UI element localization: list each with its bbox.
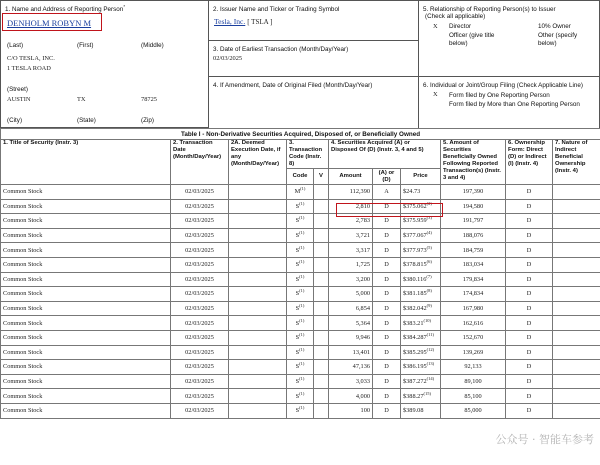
price-footnote[interactable]: (4) <box>426 229 432 235</box>
code-footnote[interactable]: (1) <box>299 375 305 381</box>
cell-price: $385.295$^{(12)}$ <box>401 345 441 360</box>
cell-form: D <box>506 287 553 302</box>
cell-date: 02/03/2025 <box>171 257 229 272</box>
box3-earliest-date <box>208 40 419 77</box>
cell-nature <box>553 185 600 200</box>
price-footnote[interactable]: (8) <box>426 288 432 294</box>
cell-v <box>314 316 329 331</box>
cell-owned: 92,133 <box>441 360 506 375</box>
cell-amount: 4,000 <box>329 389 373 404</box>
cell-form: D <box>506 345 553 360</box>
address-line-1: C/O TESLA, INC. <box>7 55 55 62</box>
cell-deemed <box>229 272 287 287</box>
table-row <box>1 316 600 331</box>
code-footnote[interactable]: (1) <box>299 215 305 221</box>
box6-filing <box>418 76 600 129</box>
subhdr-a-or-d: (A) or (D) <box>373 169 401 185</box>
ticker: [ TSLA ] <box>247 18 273 26</box>
cell-amount: 100 <box>329 403 373 418</box>
cell-v <box>314 301 329 316</box>
cell-a-or-d: D <box>373 360 401 375</box>
code-footnote[interactable]: (1) <box>299 302 305 308</box>
subhdr-price: Price <box>401 169 441 185</box>
cell-owned: 184,759 <box>441 243 506 258</box>
cell-title: Common Stock <box>1 301 171 316</box>
cell-amount: 2,783 <box>329 214 373 229</box>
cell-deemed <box>229 360 287 375</box>
price-footnote[interactable]: (5) <box>426 244 432 250</box>
cell-title: Common Stock <box>1 214 171 229</box>
price-footnote[interactable]: (9) <box>426 302 432 308</box>
cell-deemed <box>229 330 287 345</box>
cell-owned: 188,076 <box>441 228 506 243</box>
cell-amount: 5,364 <box>329 316 373 331</box>
cell-nature <box>553 214 600 229</box>
cell-price: $382.042$^{(9)}$ <box>401 301 441 316</box>
cell-date: 02/03/2025 <box>171 199 229 214</box>
officer-label: Officer (give title below) <box>449 32 495 47</box>
cell-v <box>314 360 329 375</box>
cell-owned: 139,269 <box>441 345 506 360</box>
cell-code: $S^{(1)}$ <box>287 272 314 287</box>
cell-v <box>314 214 329 229</box>
cell-date: 02/03/2025 <box>171 301 229 316</box>
box2-issuer <box>208 0 419 41</box>
cell-price: $375.959$^{(3)}$ <box>401 214 441 229</box>
code-footnote[interactable]: (1) <box>299 317 305 323</box>
subhdr-v: V <box>314 169 329 185</box>
cell-amount: 13,401 <box>329 345 373 360</box>
one-person-check: X <box>433 91 438 98</box>
cell-date: 02/03/2025 <box>171 330 229 345</box>
cell-owned: 152,670 <box>441 330 506 345</box>
cell-code: $S^{(1)}$ <box>287 243 314 258</box>
table-row <box>1 272 600 287</box>
cell-form: D <box>506 214 553 229</box>
cell-v <box>314 185 329 200</box>
hdr-transaction-code: 3. Transaction Code (Instr. 8) <box>287 140 329 169</box>
name-highlight <box>2 13 102 31</box>
cell-amount: 3,200 <box>329 272 373 287</box>
city-value: AUSTIN <box>7 96 31 103</box>
cell-date: 02/03/2025 <box>171 287 229 302</box>
box5-relationship <box>418 0 600 77</box>
hdr-ownership-form: 6. Ownership Form: Direct (D) or Indirect (I) (Instr. 4) <box>506 140 553 185</box>
code-footnote[interactable]: (1) <box>299 332 305 338</box>
cell-deemed <box>229 345 287 360</box>
cell-code: $S^{(1)}$ <box>287 214 314 229</box>
cell-form: D <box>506 301 553 316</box>
box5-label: 5. Relationship of Reporting Person(s) to Issuer <box>423 6 556 13</box>
table-row <box>1 199 600 214</box>
cell-owned: 179,834 <box>441 272 506 287</box>
box1-label: 1. Name and Address of Reporting Person* <box>5 3 126 13</box>
cell-form: D <box>506 185 553 200</box>
cell-nature <box>553 316 600 331</box>
price-footnote[interactable]: (12) <box>426 346 435 352</box>
cell-date: 02/03/2025 <box>171 272 229 287</box>
cell-v <box>314 228 329 243</box>
col-street: (Street) <box>7 86 28 93</box>
cell-amount: 3,033 <box>329 374 373 389</box>
cell-deemed <box>229 301 287 316</box>
cell-v <box>314 199 329 214</box>
cell-title: Common Stock <box>1 272 171 287</box>
cell-code: $S^{(1)}$ <box>287 360 314 375</box>
cell-a-or-d: D <box>373 287 401 302</box>
cell-title: Common Stock <box>1 330 171 345</box>
cell-v <box>314 257 329 272</box>
cell-title: Common Stock <box>1 257 171 272</box>
box4-amendment <box>208 76 419 129</box>
cell-date: 02/03/2025 <box>171 228 229 243</box>
cell-a-or-d: D <box>373 330 401 345</box>
code-footnote[interactable]: (1) <box>299 273 305 279</box>
cell-price: $377.067$^{(4)}$ <box>401 228 441 243</box>
cell-form: D <box>506 360 553 375</box>
cell-form: D <box>506 199 553 214</box>
table-row <box>1 243 600 258</box>
director-check: X <box>433 23 438 30</box>
cell-a-or-d: D <box>373 228 401 243</box>
cell-code: $S^{(1)}$ <box>287 330 314 345</box>
director-label: Director <box>449 23 472 30</box>
cell-date: 02/03/2025 <box>171 374 229 389</box>
cell-code: $S^{(1)}$ <box>287 287 314 302</box>
price-footnote[interactable]: (14) <box>426 375 435 381</box>
cell-nature <box>553 360 600 375</box>
hdr-title-of-security: 1. Title of Security (Instr. 3) <box>1 140 171 185</box>
cell-nature <box>553 403 600 418</box>
price-footnote[interactable]: (13) <box>426 361 435 367</box>
cell-date: 02/03/2025 <box>171 345 229 360</box>
cell-nature <box>553 345 600 360</box>
cell-deemed <box>229 257 287 272</box>
cell-v <box>314 243 329 258</box>
cell-price: $389.08 <box>401 403 441 418</box>
cell-nature <box>553 301 600 316</box>
cell-amount: 1,725 <box>329 257 373 272</box>
cell-amount: 112,390 <box>329 185 373 200</box>
code-footnote[interactable]: (1) <box>299 244 305 250</box>
one-person-label: Form filed by One Reporting Person <box>449 92 550 99</box>
cell-code: $M^{(1)}$ <box>287 185 314 200</box>
cell-a-or-d: D <box>373 272 401 287</box>
cell-owned: 197,390 <box>441 185 506 200</box>
code-footnote[interactable]: (1) <box>299 259 305 265</box>
subhdr-amount: Amount <box>329 169 373 185</box>
cell-amount: 47,136 <box>329 360 373 375</box>
cell-form: D <box>506 330 553 345</box>
price-footnote[interactable]: (15) <box>423 390 431 396</box>
cell-price: $387.272$^{(14)}$ <box>401 374 441 389</box>
cell-amount: 2,810 <box>329 199 373 214</box>
cell-amount: 3,721 <box>329 228 373 243</box>
table-row <box>1 257 600 272</box>
cell-title: Common Stock <box>1 287 171 302</box>
cell-nature <box>553 257 600 272</box>
cell-code: $S^{(1)}$ <box>287 389 314 404</box>
code-footnote[interactable]: (1) <box>299 229 305 235</box>
price-footnote[interactable]: (7) <box>426 273 432 279</box>
cell-code: $S^{(1)}$ <box>287 228 314 243</box>
table-row <box>1 360 600 375</box>
cell-code: $S^{(1)}$ <box>287 199 314 214</box>
table-row <box>1 330 600 345</box>
col-first: (First) <box>77 42 94 49</box>
cell-title: Common Stock <box>1 403 171 418</box>
watermark: 公众号 · 智能车参考 <box>495 433 594 446</box>
cell-title: Common Stock <box>1 374 171 389</box>
cell-deemed <box>229 228 287 243</box>
cell-deemed <box>229 403 287 418</box>
price-footnote[interactable]: (6) <box>426 259 432 265</box>
cell-owned: 85,100 <box>441 389 506 404</box>
multi-person-label: Form filed by More than One Reporting Person <box>449 101 580 108</box>
cell-code: $S^{(1)}$ <box>287 374 314 389</box>
cell-title: Common Stock <box>1 199 171 214</box>
cell-title: Common Stock <box>1 316 171 331</box>
table-row <box>1 345 600 360</box>
address-line-2: 1 TESLA ROAD <box>7 65 51 72</box>
cell-owned: 167,980 <box>441 301 506 316</box>
cell-a-or-d: D <box>373 374 401 389</box>
hdr-transaction-date: 2. Transaction Date (Month/Day/Year) <box>171 140 229 185</box>
cell-v <box>314 272 329 287</box>
cell-title: Common Stock <box>1 228 171 243</box>
cell-nature <box>553 374 600 389</box>
cell-owned: 194,580 <box>441 199 506 214</box>
cell-v <box>314 287 329 302</box>
cell-owned: 89,100 <box>441 374 506 389</box>
cell-amount: 6,854 <box>329 301 373 316</box>
cell-v <box>314 374 329 389</box>
state-value: TX <box>77 96 86 103</box>
table-row <box>1 301 600 316</box>
cell-date: 02/03/2025 <box>171 243 229 258</box>
cell-deemed <box>229 199 287 214</box>
cell-date: 02/03/2025 <box>171 214 229 229</box>
cell-amount: 5,000 <box>329 287 373 302</box>
col-city: (City) <box>7 117 23 124</box>
box3-label: 3. Date of Earliest Transaction (Month/Day/Year) <box>213 46 349 53</box>
box3-value: 02/03/2025 <box>213 55 243 62</box>
cell-a-or-d: D <box>373 403 401 418</box>
cell-a-or-d: D <box>373 389 401 404</box>
code-footnote[interactable]: (1) <box>299 390 305 396</box>
cell-price: $375.062$^{(2)}$ <box>401 199 441 214</box>
code-footnote[interactable]: (1) <box>299 200 305 206</box>
table-title: Table I - Non-Derivative Securities Acquired, Disposed of, or Beneficially Owned <box>1 129 600 140</box>
col-middle: (Middle) <box>141 42 164 49</box>
price-footnote[interactable]: (2) <box>426 200 432 206</box>
cell-price: $24.73 <box>401 185 441 200</box>
cell-deemed <box>229 185 287 200</box>
cell-code: $S^{(1)}$ <box>287 345 314 360</box>
cell-a-or-d: D <box>373 257 401 272</box>
cell-price: $377.973$^{(5)}$ <box>401 243 441 258</box>
cell-a-or-d: D <box>373 214 401 229</box>
table-row <box>1 389 600 404</box>
code-footnote[interactable]: (1) <box>299 405 305 411</box>
cell-code: $S^{(1)}$ <box>287 257 314 272</box>
cell-price: $383.21$^{(10)}$ <box>401 316 441 331</box>
cell-form: D <box>506 243 553 258</box>
table-row <box>1 287 600 302</box>
table-row <box>1 374 600 389</box>
cell-owned: 162,616 <box>441 316 506 331</box>
cell-title: Common Stock <box>1 360 171 375</box>
cell-deemed <box>229 316 287 331</box>
cell-a-or-d: D <box>373 199 401 214</box>
cell-code: $S^{(1)}$ <box>287 316 314 331</box>
cell-date: 02/03/2025 <box>171 316 229 331</box>
cell-deemed <box>229 243 287 258</box>
cell-title: Common Stock <box>1 345 171 360</box>
cell-title: Common Stock <box>1 389 171 404</box>
price-footnote[interactable]: (3) <box>426 215 432 221</box>
cell-owned: 174,834 <box>441 287 506 302</box>
box6-label: 6. Individual or Joint/Group Filing (Check Applicable Line) <box>423 82 583 89</box>
cell-price: $386.195$^{(13)}$ <box>401 360 441 375</box>
cell-deemed <box>229 287 287 302</box>
col-state: (State) <box>77 117 96 124</box>
first-row-highlight <box>336 200 443 217</box>
price-footnote[interactable]: (10) <box>423 317 431 323</box>
box5-sub: (Check all applicable) <box>425 13 486 20</box>
cell-amount: 3,317 <box>329 243 373 258</box>
cell-form: D <box>506 389 553 404</box>
cell-deemed <box>229 214 287 229</box>
table-row <box>1 185 600 200</box>
hdr-deemed-date: 2A. Deemed Execution Date, if any (Month/Day/Year) <box>229 140 287 185</box>
code-footnote[interactable]: (1) <box>299 288 305 294</box>
table-row <box>1 403 600 418</box>
cell-v <box>314 345 329 360</box>
cell-v <box>314 389 329 404</box>
cell-form: D <box>506 316 553 331</box>
cell-date: 02/03/2025 <box>171 185 229 200</box>
cell-title: Common Stock <box>1 185 171 200</box>
cell-a-or-d: D <box>373 301 401 316</box>
cell-deemed <box>229 389 287 404</box>
cell-amount: 9,946 <box>329 330 373 345</box>
cell-nature <box>553 199 600 214</box>
code-footnote[interactable]: (1) <box>300 186 306 192</box>
table-non-derivative <box>0 128 600 419</box>
cell-code: $S^{(1)}$ <box>287 403 314 418</box>
cell-nature <box>553 330 600 345</box>
table-row <box>1 214 600 229</box>
cell-owned: 183,034 <box>441 257 506 272</box>
cell-form: D <box>506 403 553 418</box>
cell-nature <box>553 243 600 258</box>
zip-value: 78725 <box>141 96 157 103</box>
table-row <box>1 228 600 243</box>
cell-owned: 191,797 <box>441 214 506 229</box>
cell-form: D <box>506 257 553 272</box>
cell-nature <box>553 287 600 302</box>
owner-label: 10% Owner <box>538 23 571 30</box>
cell-price: $384.287$^{(11)}$ <box>401 330 441 345</box>
cell-code: $S^{(1)}$ <box>287 301 314 316</box>
cell-a-or-d: A <box>373 185 401 200</box>
cell-price: $381.185$^{(8)}$ <box>401 287 441 302</box>
col-zip: (Zip) <box>141 117 154 124</box>
cell-a-or-d: D <box>373 316 401 331</box>
reporting-person-name-link[interactable]: DENHOLM ROBYN M <box>7 18 92 28</box>
cell-price: $378.815$^{(6)}$ <box>401 257 441 272</box>
cell-date: 02/03/2025 <box>171 389 229 404</box>
issuer-link[interactable]: Tesla, Inc. <box>214 17 246 26</box>
cell-form: D <box>506 374 553 389</box>
cell-date: 02/03/2025 <box>171 403 229 418</box>
cell-form: D <box>506 272 553 287</box>
col-last: (Last) <box>7 42 24 49</box>
cell-price: $388.27$^{(15)}$ <box>401 389 441 404</box>
cell-price: $380.116$^{(7)}$ <box>401 272 441 287</box>
code-footnote[interactable]: (1) <box>299 361 305 367</box>
cell-a-or-d: D <box>373 345 401 360</box>
box4-label: 4. If Amendment, Date of Original Filed (Month/Day/Year) <box>213 82 373 89</box>
box2-label: 2. Issuer Name and Ticker or Trading Symbol <box>213 6 340 13</box>
cell-owned: 85,000 <box>441 403 506 418</box>
price-footnote[interactable]: (11) <box>426 332 434 338</box>
cell-nature <box>553 389 600 404</box>
code-footnote[interactable]: (1) <box>299 346 305 352</box>
hdr-securities-acquired: 4. Securities Acquired (A) or Disposed Of (D) (Instr. 3, 4 and 5) <box>329 140 441 169</box>
subhdr-code: Code <box>287 169 314 185</box>
cell-form: D <box>506 228 553 243</box>
cell-v <box>314 403 329 418</box>
hdr-nature-indirect: 7. Nature of Indirect Beneficial Ownership (Instr. 4) <box>553 140 600 185</box>
cell-title: Common Stock <box>1 243 171 258</box>
other-label: Other (specify below) <box>538 32 578 47</box>
cell-v <box>314 330 329 345</box>
cell-nature <box>553 272 600 287</box>
cell-a-or-d: D <box>373 243 401 258</box>
cell-date: 02/03/2025 <box>171 360 229 375</box>
cell-nature <box>553 228 600 243</box>
cell-deemed <box>229 374 287 389</box>
hdr-amount-owned: 5. Amount of Securities Beneficially Owned Following Reported Transaction(s) (Instr. 3 and 4) <box>441 140 506 185</box>
